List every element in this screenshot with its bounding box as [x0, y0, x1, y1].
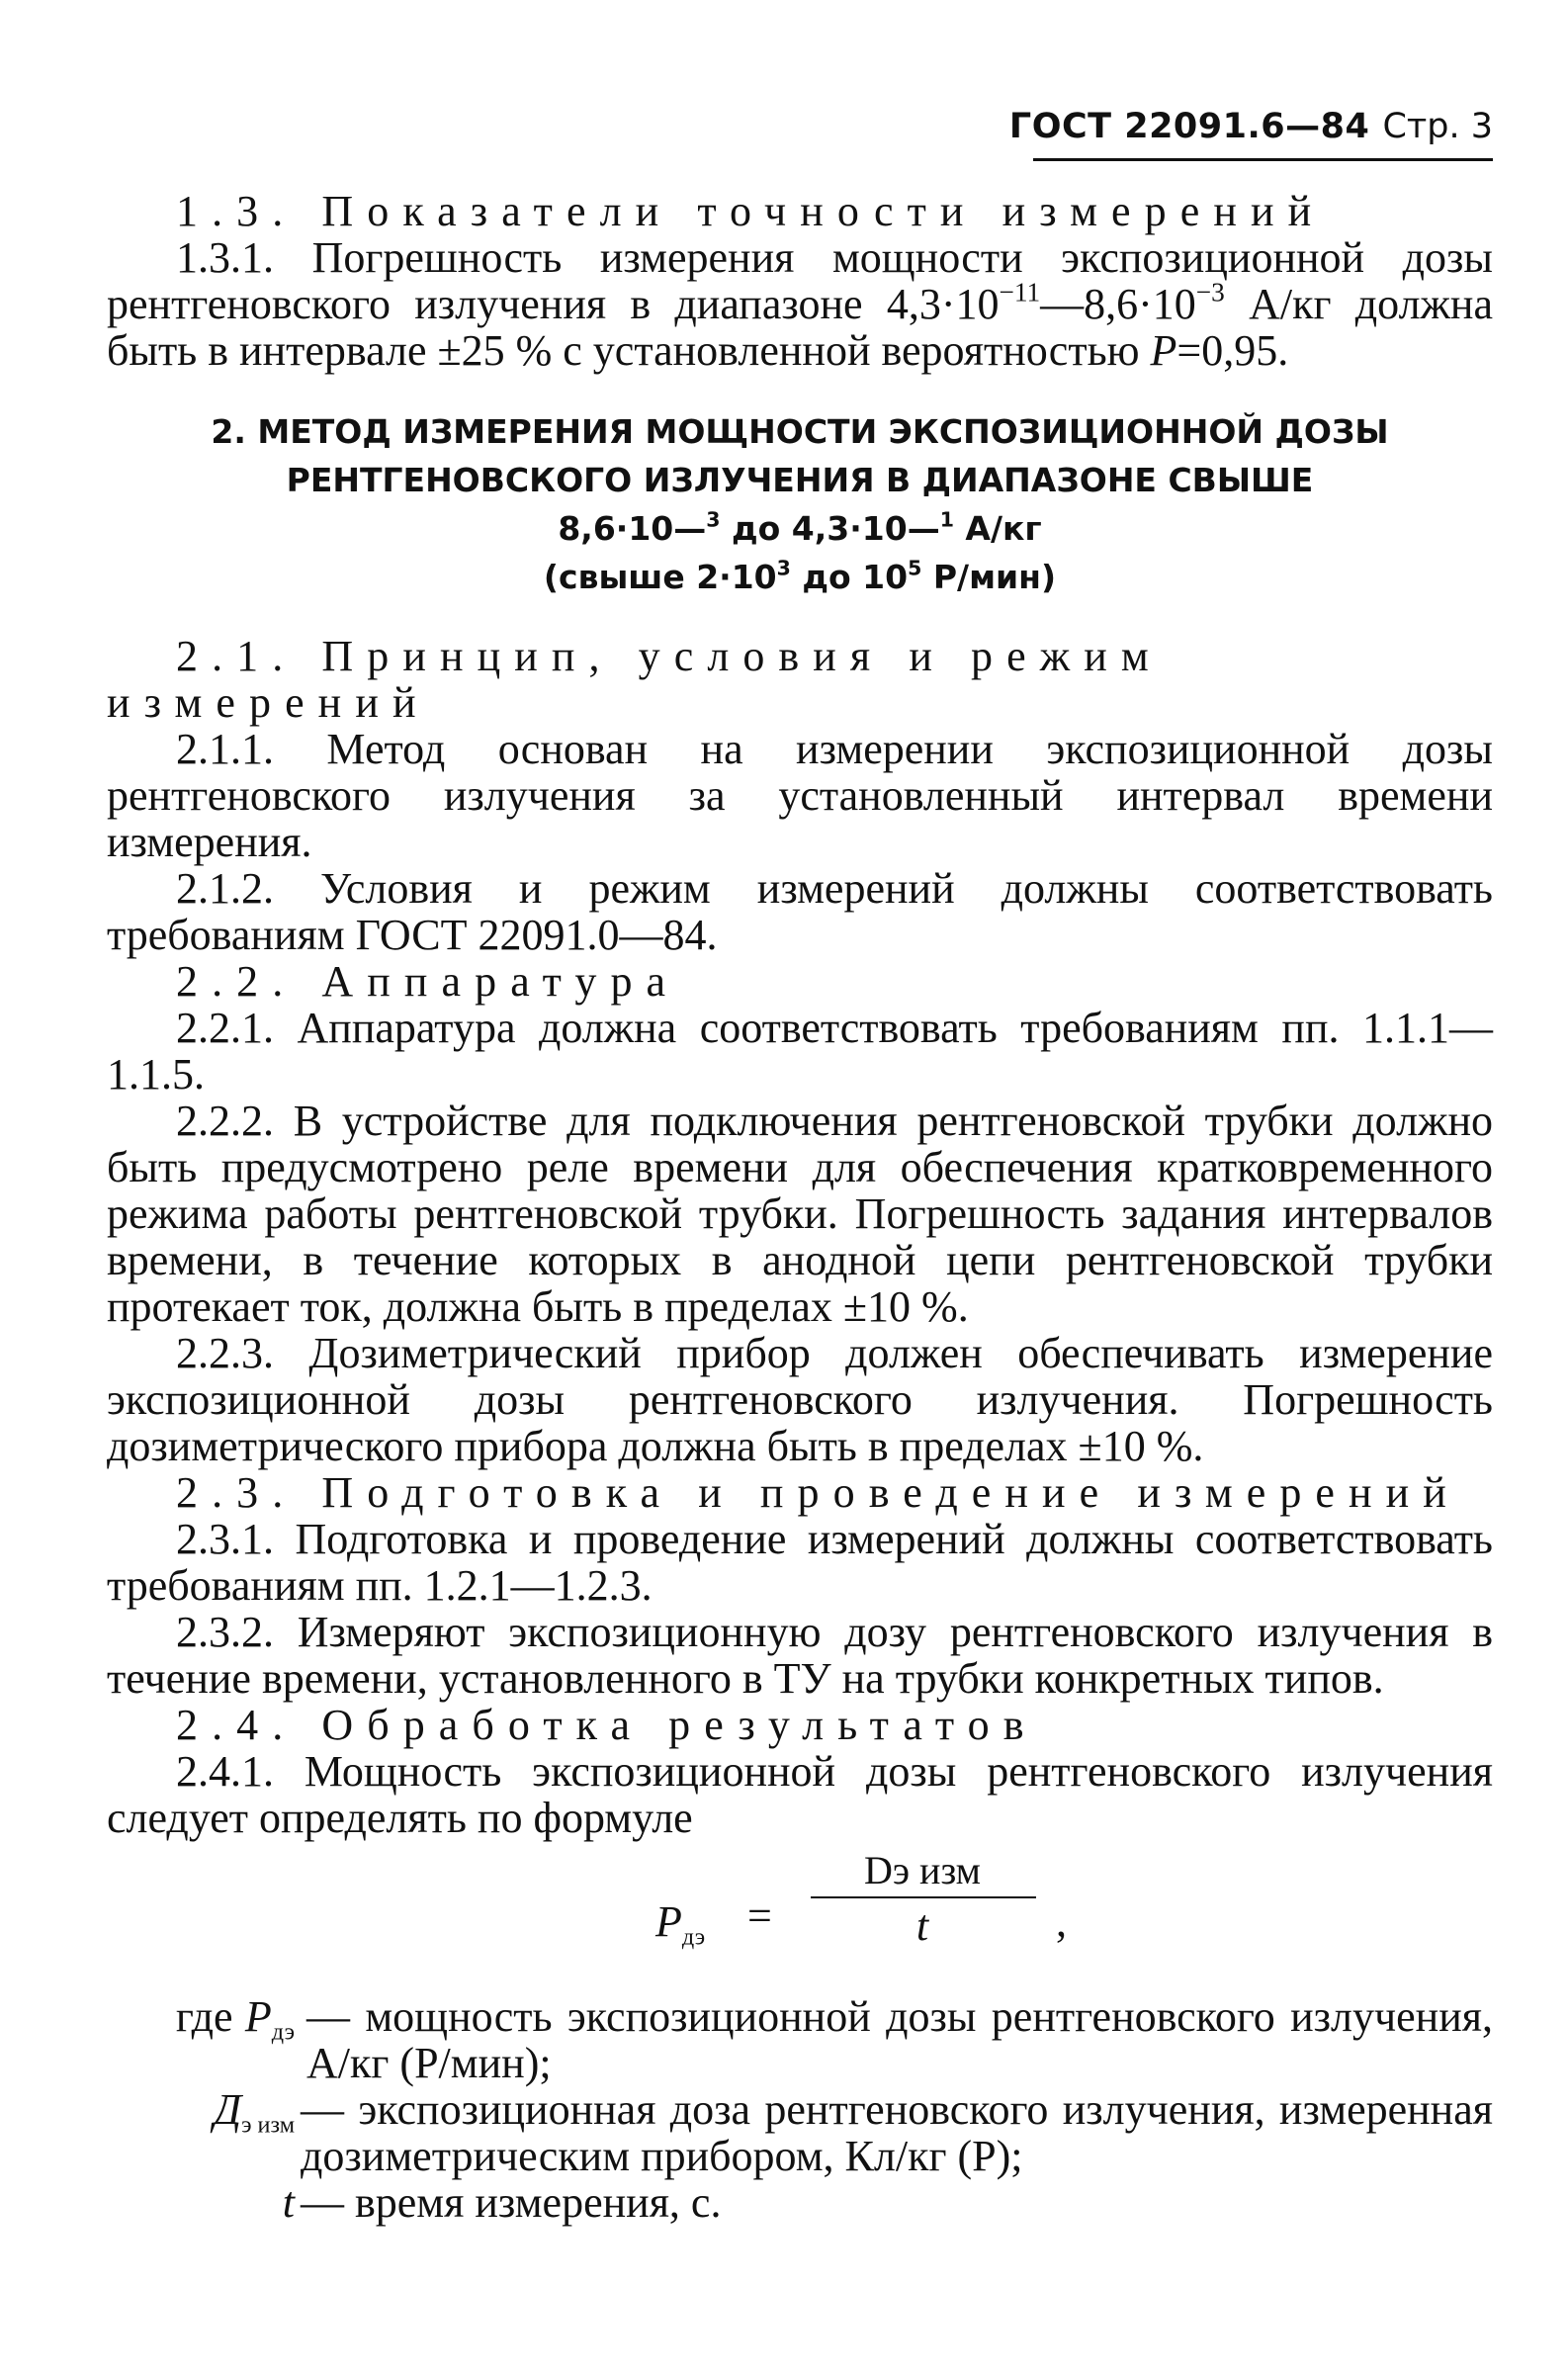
paragraph-2-3-1: 2.3.1. Подготовка и проведение измерений должны соответствовать требованиям пп. 1.2.1—1.2.3.: [107, 1515, 1493, 1610]
formula-equals: =: [747, 1891, 772, 1940]
formula-lhs: Pдэ: [655, 1897, 706, 1951]
heading-1-3: 1.3. Показатели точности измерений: [176, 187, 1326, 235]
legend-row: t — время измерения, с.: [282, 2178, 722, 2227]
formula-numerator: Dэ изм: [863, 1848, 981, 1892]
paragraph-2-4-1: 2.4.1. Мощность экспозиционной дозы рентгеновского излучения следует определять по формуле: [107, 1747, 1493, 1842]
heading-2-4: 2.4. Обработка результатов: [176, 1701, 1038, 1749]
dose-rate-formula: [107, 1847, 1493, 1976]
standard-number: ГОСТ 22091.6—84: [1008, 107, 1370, 146]
paragraph-2-2-3: 2.2.3. Дозиметрический прибор должен обеспечивать измерение экспозиционной дозы рентгеновского излучения. Погрешность дозиметрического прибора должна быть в пределах ±10 %.: [107, 1329, 1493, 1470]
formula-legend: [107, 1993, 1493, 2226]
legend-row: $Д_{э изм}$ — экспозиционная доза рентгеновского излучения, измеренная дозиметрическим прибором, Кл/кг (Р);: [214, 2085, 1493, 2180]
formula-fraction-bar: [811, 1896, 1036, 1898]
section-2-title: 2. МЕТОД ИЗМЕРЕНИЯ МОЩНОСТИ ЭКСПОЗИЦИОННОЙ ДОЗЫ РЕНТГЕНОВСКОГО ИЗЛУЧЕНИЯ В ДИАПАЗОНЕ СВЫШЕ 8,6·10—$^3$ до 4,3·10—$^1$ А/кг (свыше $2\cdot 10^3$ до $10^5$ Р/мин): [211, 412, 1389, 596]
paragraph-2-1-2: 2.1.2. Условия и режим измерений должны соответствовать требованиям ГОСТ 22091.0—84.: [107, 864, 1493, 959]
page-header: [1008, 107, 1493, 146]
page-number: Стр. 3: [1382, 107, 1493, 146]
heading-2-1: 2.1. Принцип, условия и режим измерений: [107, 632, 1163, 727]
heading-2-3: 2.3. Подготовка и проведение измерений: [176, 1468, 1460, 1517]
legend-row: где $P_{дэ}$ — мощность экспозиционной дозы рентгеновского излучения, А/кг (Р/мин);: [175, 1992, 1493, 2087]
paragraph-2-1-1: 2.1.1. Метод основан на измерении экспозиционной дозы рентгеновского излучения за установленный интервал времени измерения.: [107, 725, 1493, 866]
paragraph-2-2-2: 2.2.2. В устройстве для подключения рентгеновской трубки должно быть предусмотрено реле времени для обеспечения кратковременного режима работы рентгеновской трубки. Погрешность задания интервалов времени, в течение которых в анодной цепи рентгеновской трубки протекает ток, должна быть в пределах ±10 %.: [107, 1097, 1493, 1331]
document-body: [107, 188, 1493, 2226]
paragraph-2-2-1: 2.2.1. Аппаратура должна соответствовать требованиям пп. 1.1.1—1.1.5.: [107, 1004, 1493, 1099]
formula-comma: ,: [1056, 1897, 1067, 1946]
heading-2-2: 2.2. Аппаратура: [176, 957, 680, 1006]
paragraph-2-3-2: 2.3.2. Измеряют экспозиционную дозу рентгеновского излучения в течение времени, установленного в ТУ на трубки конкретных типов.: [107, 1608, 1493, 1703]
header-rule: [1033, 158, 1493, 161]
formula-denominator: t: [915, 1901, 929, 1950]
paragraph-1-3-1: 1.3.1. Погрешность измерения мощности экспозиционной дозы рентгеновского излучения в диапазоне $4,3\cdot 10^{-11}—8,6\cdot 10^{-3}$ А/кг должна быть в интервале ±25 % с установленной вероятностью P=0,95.: [107, 233, 1493, 375]
